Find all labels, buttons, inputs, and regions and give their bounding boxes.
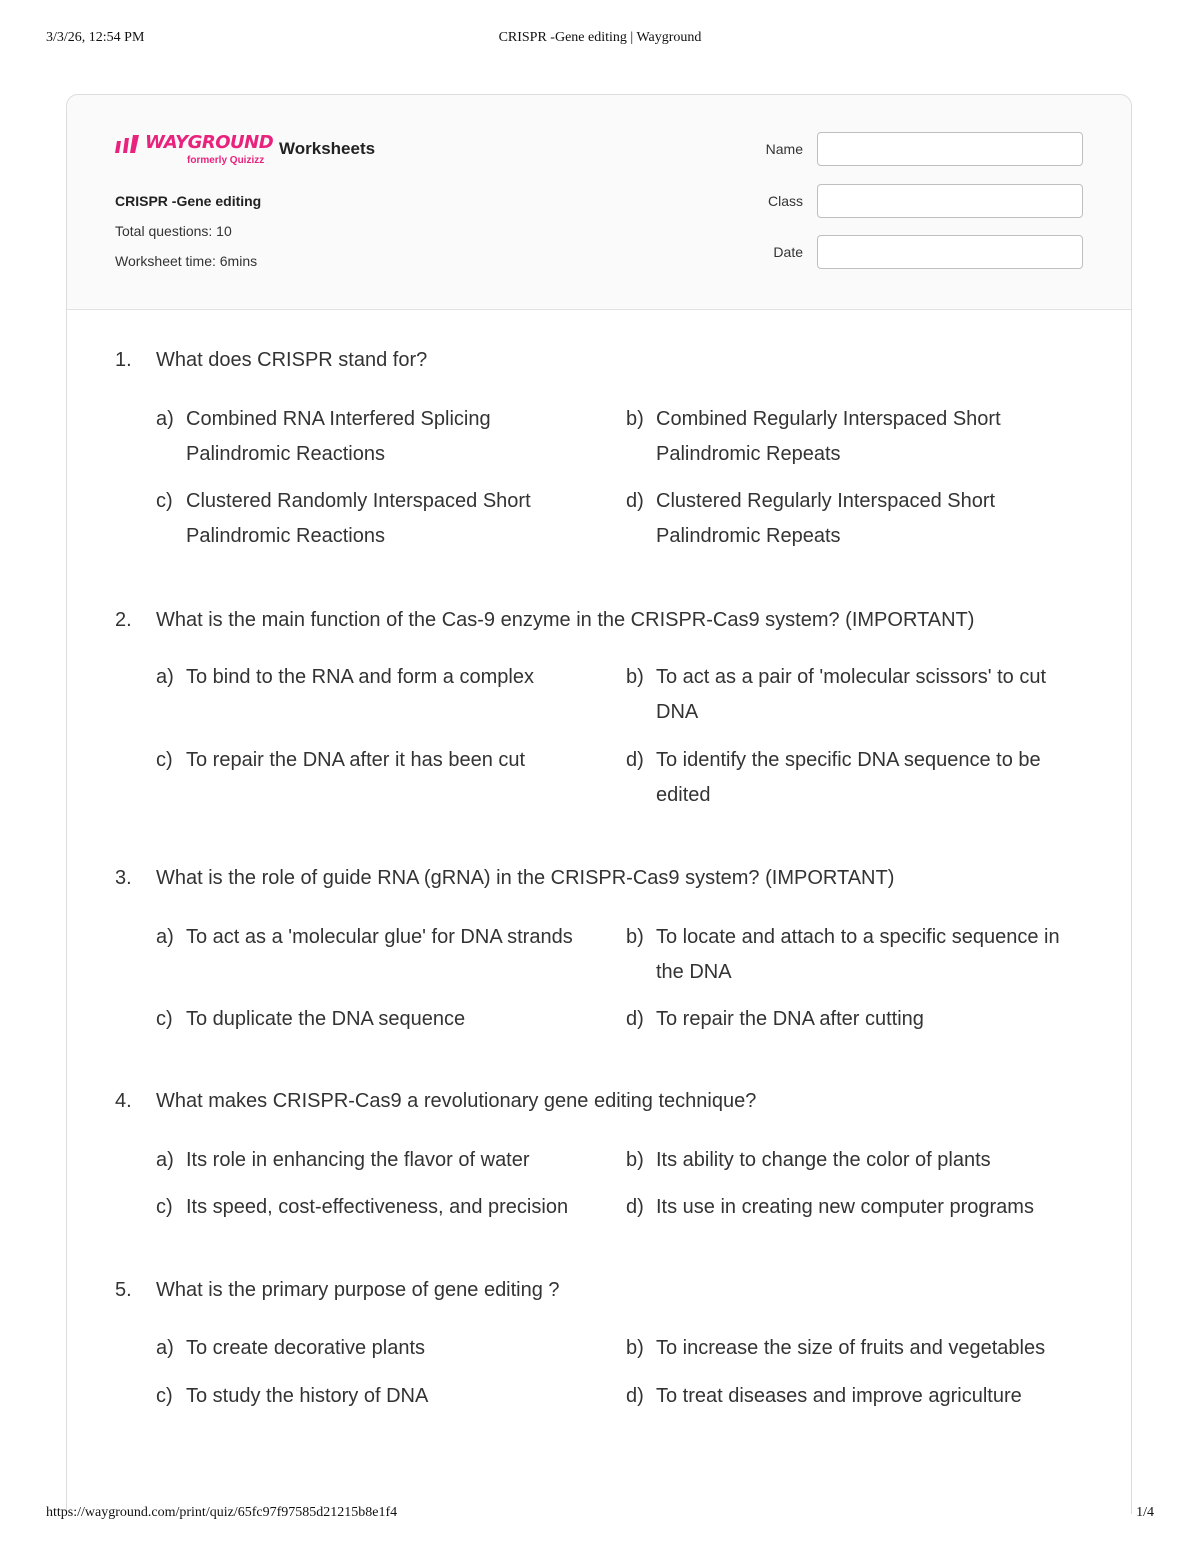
print-datetime: 3/3/26, 12:54 PM xyxy=(46,30,145,45)
option-text: Combined RNA Interfered Splicing Palindromic Reactions xyxy=(186,408,491,465)
question-text: What makes CRISPR-Cas9 a revolutionary gene editing technique? xyxy=(156,1090,757,1112)
name-field[interactable] xyxy=(817,132,1083,166)
option-text: Its speed, cost-effectiveness, and precision xyxy=(186,1196,569,1218)
option-a[interactable] xyxy=(156,1143,596,1178)
option-text: To treat diseases and improve agriculture xyxy=(656,1385,1022,1407)
option-letter: c) xyxy=(156,490,173,512)
worksheet-title: CRISPR -Gene editing xyxy=(115,193,262,209)
option-d[interactable] xyxy=(626,1379,1066,1414)
option-a[interactable] xyxy=(156,402,596,472)
option-letter: c) xyxy=(156,1385,173,1407)
option-c[interactable] xyxy=(156,1002,596,1037)
option-a[interactable] xyxy=(156,1331,596,1366)
option-letter: b) xyxy=(626,926,644,948)
option-letter: b) xyxy=(626,666,644,688)
worksheet-header xyxy=(67,95,1131,310)
option-text: Its ability to change the color of plants xyxy=(656,1149,991,1171)
option-b[interactable] xyxy=(626,920,1066,990)
option-letter: c) xyxy=(156,1196,173,1218)
option-letter: d) xyxy=(626,749,644,771)
class-field[interactable] xyxy=(817,184,1083,218)
option-c[interactable] xyxy=(156,743,596,778)
option-letter: c) xyxy=(156,1008,173,1030)
option-text: To bind to the RNA and form a complex xyxy=(186,666,534,688)
option-text: To repair the DNA after cutting xyxy=(656,1008,924,1030)
option-letter: b) xyxy=(626,408,644,430)
option-letter: a) xyxy=(156,1149,174,1171)
option-letter: a) xyxy=(156,666,174,688)
option-letter: d) xyxy=(626,490,644,512)
option-text: To repair the DNA after it has been cut xyxy=(186,749,526,771)
option-text: Its role in enhancing the flavor of water xyxy=(186,1149,530,1171)
question-number: 2. xyxy=(115,609,132,631)
option-text: Combined Regularly Interspaced Short Palindromic Repeats xyxy=(656,408,1001,465)
question-number: 5. xyxy=(115,1279,132,1301)
option-d[interactable] xyxy=(626,1002,1066,1037)
option-letter: d) xyxy=(626,1008,644,1030)
option-text: Its use in creating new computer programs xyxy=(656,1196,1034,1218)
option-text: To study the history of DNA xyxy=(186,1385,429,1407)
worksheet-sheet xyxy=(66,94,1132,1514)
option-text: Clustered Randomly Interspaced Short Palindromic Reactions xyxy=(186,490,531,547)
option-letter: c) xyxy=(156,749,173,771)
class-label: Class xyxy=(767,193,803,209)
option-a[interactable] xyxy=(156,660,596,695)
logo-wordmark: WAYGROUND xyxy=(145,132,274,153)
option-text: To locate and attach to a specific sequence in the DNA xyxy=(656,926,1060,983)
date-field[interactable] xyxy=(817,235,1083,269)
print-url: https://wayground.com/print/quiz/65fc97f97585d21215b8e1f4 xyxy=(46,1505,398,1520)
option-text: To increase the size of fruits and vegetables xyxy=(656,1337,1046,1359)
option-b[interactable] xyxy=(626,402,1066,472)
option-b[interactable] xyxy=(626,660,1066,730)
name-label: Name xyxy=(765,141,803,157)
option-letter: b) xyxy=(626,1337,644,1359)
option-letter: d) xyxy=(626,1385,644,1407)
option-letter: b) xyxy=(626,1149,644,1171)
question-number: 1. xyxy=(115,349,132,371)
option-text: To duplicate the DNA sequence xyxy=(186,1008,466,1030)
worksheet-time: Worksheet time: 6mins xyxy=(115,253,258,269)
option-a[interactable] xyxy=(156,920,596,955)
question-text: What is the primary purpose of gene editing ? xyxy=(156,1279,560,1301)
total-questions: Total questions: 10 xyxy=(115,223,232,239)
logo-formerly: formerly Quizizz xyxy=(187,155,265,166)
option-text: To create decorative plants xyxy=(186,1337,426,1359)
option-letter: a) xyxy=(156,1337,174,1359)
date-label: Date xyxy=(773,244,803,260)
option-d[interactable] xyxy=(626,743,1066,813)
option-text: To act as a pair of 'molecular scissors' to cut DNA xyxy=(656,666,1047,723)
page-number: 1/4 xyxy=(1136,1505,1154,1520)
option-b[interactable] xyxy=(626,1331,1066,1366)
option-b[interactable] xyxy=(626,1143,1066,1178)
wayground-mark-icon xyxy=(115,135,141,153)
worksheets-label: Worksheets xyxy=(279,139,376,158)
option-text: Clustered Regularly Interspaced Short Palindromic Repeats xyxy=(656,490,996,547)
option-text: To identify the specific DNA sequence to be edited xyxy=(656,749,1041,806)
option-d[interactable] xyxy=(626,1190,1066,1225)
print-footer xyxy=(46,1505,1154,1525)
option-d[interactable] xyxy=(626,484,1066,554)
question-text: What is the role of guide RNA (gRNA) in the CRISPR-Cas9 system? (IMPORTANT) xyxy=(156,867,895,889)
option-letter: a) xyxy=(156,926,174,948)
option-letter: a) xyxy=(156,408,174,430)
question-text: What does CRISPR stand for? xyxy=(156,349,428,371)
option-c[interactable] xyxy=(156,1190,596,1225)
option-letter: d) xyxy=(626,1196,644,1218)
question-number: 4. xyxy=(115,1090,132,1112)
print-header xyxy=(46,30,1154,50)
print-doc-title: CRISPR -Gene editing | Wayground xyxy=(498,30,702,45)
question-number: 3. xyxy=(115,867,132,889)
wayground-logo xyxy=(115,132,274,173)
option-c[interactable] xyxy=(156,1379,596,1414)
option-text: To act as a 'molecular glue' for DNA strands xyxy=(186,926,573,948)
option-c[interactable] xyxy=(156,484,596,554)
question-text: What is the main function of the Cas-9 enzyme in the CRISPR-Cas9 system? (IMPORTANT) xyxy=(156,609,975,631)
